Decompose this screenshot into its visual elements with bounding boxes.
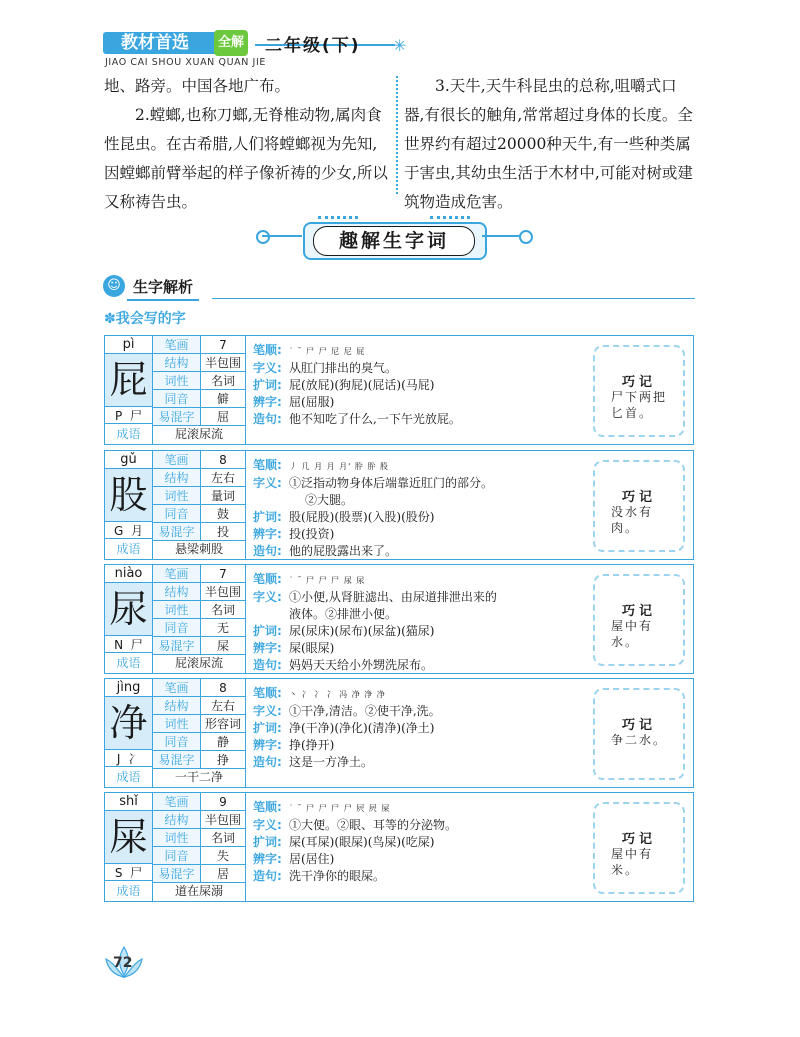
- intro-right-column: [404, 72, 694, 217]
- memory-tip-box: [593, 460, 685, 552]
- radical: 尸: [130, 866, 143, 880]
- character: 屁: [105, 354, 153, 406]
- memory-tip-title: 巧记: [621, 375, 656, 390]
- idiom-label: 成语: [105, 653, 153, 673]
- homophone-label: 同音: [153, 390, 201, 408]
- extend-label: 扩词:: [253, 721, 282, 735]
- idiom-value: 屁滚尿流: [174, 427, 223, 441]
- idiom-label: 成语: [105, 424, 153, 444]
- pinyin: gǔ: [105, 451, 153, 469]
- index-letter-radical: [105, 406, 153, 424]
- strokes-value: 9: [201, 793, 245, 811]
- example-sentence: 他不知吃了什么,一下午光放屁。: [289, 412, 461, 426]
- pos-value: 名词: [201, 372, 245, 390]
- meaning-label: 字义:: [253, 361, 282, 375]
- index-letter-radical: [105, 863, 153, 881]
- character-info-table: [105, 451, 246, 559]
- distinguish-label: 辨字:: [253, 395, 282, 409]
- homophone-label: 同音: [153, 619, 201, 637]
- homophone-value: 静: [201, 733, 245, 751]
- order-label: 笔顺:: [253, 572, 282, 586]
- meaning-continued: ②大腿。: [305, 493, 354, 507]
- idiom-value: 一干二净: [174, 770, 223, 784]
- word-extensions: 尿(尿床)(尿布)(尿盆)(猫尿): [289, 624, 435, 638]
- memory-tip-title: 巧记: [621, 832, 656, 847]
- banner-right-dot: [519, 230, 533, 244]
- distinguish: 屎(眼屎): [289, 641, 335, 655]
- banner-left-dot: [256, 230, 270, 244]
- extend-label: 扩词:: [253, 624, 282, 638]
- banner-left-line: [262, 235, 302, 237]
- confusable-label: 易混字: [153, 523, 201, 541]
- index-letter: G: [114, 524, 124, 538]
- idiom-label: 成语: [105, 767, 153, 787]
- index-letter: S: [114, 866, 123, 880]
- character-card: [104, 450, 694, 560]
- meaning-label: 字义:: [253, 590, 282, 604]
- idiom-value: 屁滚尿流: [174, 656, 223, 670]
- memory-tip-box: [593, 688, 685, 780]
- meaning: ①大便。②眼、耳等的分泌物。: [289, 818, 458, 832]
- book-title: 教材首选: [103, 32, 243, 54]
- strokes-value: 7: [201, 565, 245, 583]
- extend-label: 扩词:: [253, 510, 282, 524]
- memory-tip-title: 巧记: [621, 604, 656, 619]
- character: 屎: [105, 811, 153, 863]
- confusable-label: 易混字: [153, 408, 201, 426]
- pinyin: jìng: [105, 679, 153, 697]
- example-sentence: 这是一方净土。: [289, 755, 374, 769]
- structure-label: 结构: [153, 697, 201, 715]
- sentence-label: 造句:: [253, 869, 282, 883]
- meaning-continued: 液体。②排泄小便。: [289, 607, 398, 621]
- radical: 尸: [130, 638, 143, 652]
- pos-label: 词性: [153, 487, 201, 505]
- intro-paragraph: 3.天牛,天牛科昆虫的总称,咀嚼式口器,有很长的触角,常常超过身体的长度。全世界约有超过20000种天牛,有一些种类属于害虫,其幼虫生活于木材中,可能对树或建筑物造成危害。: [404, 77, 693, 211]
- meaning: ①小便,从肾脏滤出、由尿道排泄出来的: [289, 590, 497, 604]
- memory-tip-box: [593, 345, 685, 437]
- pos-value: 名词: [201, 601, 245, 619]
- distinguish-label: 辨字:: [253, 738, 282, 752]
- index-letter-radical: [105, 635, 153, 653]
- idiom-label: 成语: [105, 881, 153, 901]
- pinyin: pì: [105, 336, 153, 354]
- confusable-label: 易混字: [153, 637, 201, 655]
- memory-tip-box: [593, 802, 685, 894]
- example-sentence: 洗干净你的眼屎。: [289, 869, 386, 883]
- homophone-value: 僻: [201, 390, 245, 408]
- memory-tip: 没水有肉。: [611, 505, 654, 535]
- character: 股: [105, 469, 153, 521]
- sentence-label: 造句:: [253, 755, 282, 769]
- grade-label: 二年级(下): [265, 36, 361, 56]
- structure-label: 结构: [153, 583, 201, 601]
- sentence-label: 造句:: [253, 412, 282, 426]
- structure-value: 半包围: [201, 811, 245, 829]
- intro-left-column: [104, 72, 390, 217]
- structure-value: 半包围: [201, 583, 245, 601]
- structure-value: 左右: [201, 697, 245, 715]
- meaning: ①泛指动物身体后端靠近肛门的部分。: [289, 476, 494, 490]
- structure-value: 半包围: [201, 354, 245, 372]
- confusable-value: 挣: [201, 751, 245, 769]
- radical: 尸: [129, 409, 142, 423]
- subsection-rule: [212, 298, 695, 299]
- idiom-value: 悬梁刺股: [174, 542, 223, 556]
- homophone-label: 同音: [153, 505, 201, 523]
- radical: 冫: [128, 752, 141, 766]
- meaning: ①干净,清洁。②使干净,洗。: [289, 704, 441, 718]
- strokes-value: 7: [201, 336, 245, 354]
- pos-label: 词性: [153, 829, 201, 847]
- homophone-label: 同音: [153, 733, 201, 751]
- radical: 月: [130, 524, 143, 538]
- meaning-label: 字义:: [253, 818, 282, 832]
- word-extensions: 股(屁股)(股票)(入股)(股份): [289, 510, 435, 524]
- idiom-value: 道在屎溺: [174, 884, 223, 898]
- book-logo: 全解: [214, 30, 248, 56]
- pinyin: niào: [105, 565, 153, 583]
- strokes-value: 8: [201, 451, 245, 469]
- character-details: [253, 342, 583, 428]
- intro-paragraph: 2.螳螂,也称刀螂,无脊椎动物,属肉食性昆虫。在古希腊,人们将螳螂视为先知,因螳螂前臂举起的样子像祈祷的少女,所以又称祷告虫。: [104, 106, 388, 211]
- memory-tip: 争二水。: [611, 733, 668, 747]
- homophone-value: 失: [201, 847, 245, 865]
- structure-value: 左右: [201, 469, 245, 487]
- character-card: [104, 564, 694, 674]
- extend-label: 扩词:: [253, 378, 282, 392]
- distinguish: 挣(挣开): [289, 738, 335, 752]
- character-info-table: [105, 336, 246, 444]
- confusable-value: 居: [201, 865, 245, 883]
- column-divider: [396, 76, 398, 194]
- index-letter: N: [114, 638, 124, 652]
- strokes-label: 笔画: [153, 336, 201, 354]
- intro-paragraph: 地、路旁。中国各地广布。: [104, 77, 291, 95]
- strokes-value: 8: [201, 679, 245, 697]
- pos-label: 词性: [153, 601, 201, 619]
- banner-right-line: [482, 235, 522, 237]
- strokes-label: 笔画: [153, 679, 201, 697]
- memory-tip: 屋中有米。: [611, 847, 654, 877]
- character-info-table: [105, 565, 246, 673]
- idiom-label: 成语: [105, 539, 153, 559]
- pinyin: shǐ: [105, 793, 153, 811]
- index-letter: J: [116, 752, 121, 766]
- example-sentence: 妈妈天天给小外甥洗尿布。: [289, 658, 434, 672]
- section-title: 趣解生字词: [313, 226, 475, 256]
- structure-label: 结构: [153, 354, 201, 372]
- confusable-value: 屎: [201, 637, 245, 655]
- word-extensions: 净(干净)(净化)(清净)(净土): [289, 721, 435, 735]
- structure-label: 结构: [153, 469, 201, 487]
- meaning-label: 字义:: [253, 476, 282, 490]
- example-sentence: 他的屁股露出来了。: [289, 544, 398, 558]
- sentence-label: 造句:: [253, 658, 282, 672]
- meaning-label: 字义:: [253, 704, 282, 718]
- banner-dash: [318, 216, 358, 219]
- homophone-label: 同音: [153, 847, 201, 865]
- order-label: 笔顺:: [253, 686, 282, 700]
- pos-value: 名词: [201, 829, 245, 847]
- distinguish-label: 辨字:: [253, 641, 282, 655]
- memory-tip: 屋中有水。: [611, 619, 654, 649]
- pos-label: 词性: [153, 715, 201, 733]
- character-info-table: [105, 679, 246, 787]
- header-pinyin: JIAO CAI SHOU XUAN QUAN JIE: [105, 57, 266, 68]
- word-extensions: 屎(耳屎)(眼屎)(鸟屎)(吃屎): [289, 835, 435, 849]
- stroke-order: 丶 冫 冫 冫 冯 净 净 净: [289, 690, 386, 699]
- index-letter-radical: [105, 521, 153, 539]
- memory-tip: 尸下两把匕首。: [611, 390, 668, 420]
- strokes-label: 笔画: [153, 451, 201, 469]
- character-card: [104, 678, 694, 788]
- strokes-label: 笔画: [153, 565, 201, 583]
- character-info-table: [105, 793, 246, 901]
- index-letter-radical: [105, 749, 153, 767]
- stroke-order: 丿 几 月 月 月' 肸 肸 股: [289, 462, 389, 471]
- character-card: [104, 335, 694, 445]
- banner-dash: [430, 216, 470, 219]
- stroke-order: ˙ ˉ 尸 尸 尸 尸 屄 屄 屎: [289, 804, 391, 813]
- confusable-value: 投: [201, 523, 245, 541]
- meaning: 从肛门排出的臭气。: [289, 361, 398, 375]
- character-details: [253, 571, 583, 674]
- structure-label: 结构: [153, 811, 201, 829]
- memory-tip-title: 巧记: [621, 490, 656, 505]
- homophone-value: 鼓: [201, 505, 245, 523]
- page-number: 72: [113, 955, 133, 971]
- word-extensions: 屁(放屁)(狗屁)(屁话)(马屁): [289, 378, 435, 392]
- stroke-order: ˙ ˉ 尸 尸 尸 尿 尿: [289, 576, 366, 585]
- distinguish: 投(投资): [289, 527, 335, 541]
- memory-tip-title: 巧记: [621, 718, 656, 733]
- index-letter: P: [115, 409, 123, 423]
- distinguish-label: 辨字:: [253, 852, 282, 866]
- character: 净: [105, 697, 153, 749]
- character-details: [253, 457, 583, 560]
- distinguish: 居(居住): [289, 852, 335, 866]
- subsection-title: 生字解析: [127, 274, 199, 301]
- character-details: [253, 799, 583, 885]
- pos-value: 形容词: [201, 715, 245, 733]
- confusable-value: 屈: [201, 408, 245, 426]
- sentence-label: 造句:: [253, 544, 282, 558]
- order-label: 笔顺:: [253, 343, 282, 357]
- stroke-order: ˙ ˉ 尸 尸 尼 尼 屁: [289, 347, 366, 356]
- subsection-subtitle: ✽我会写的字: [104, 311, 186, 327]
- confusable-label: 易混字: [153, 865, 201, 883]
- order-label: 笔顺:: [253, 800, 282, 814]
- strokes-label: 笔画: [153, 793, 201, 811]
- extend-label: 扩词:: [253, 835, 282, 849]
- distinguish-label: 辨字:: [253, 527, 282, 541]
- character-card: [104, 792, 694, 902]
- pos-value: 量词: [201, 487, 245, 505]
- homophone-value: 无: [201, 619, 245, 637]
- confusable-label: 易混字: [153, 751, 201, 769]
- character-details: [253, 685, 583, 771]
- order-label: 笔顺:: [253, 458, 282, 472]
- sparkle-icon: ✳: [393, 36, 407, 55]
- distinguish: 屈(屈服): [289, 395, 335, 409]
- character: 尿: [105, 583, 153, 635]
- memory-tip-box: [593, 574, 685, 666]
- pos-label: 词性: [153, 372, 201, 390]
- mascot-icon: ☺: [103, 275, 125, 297]
